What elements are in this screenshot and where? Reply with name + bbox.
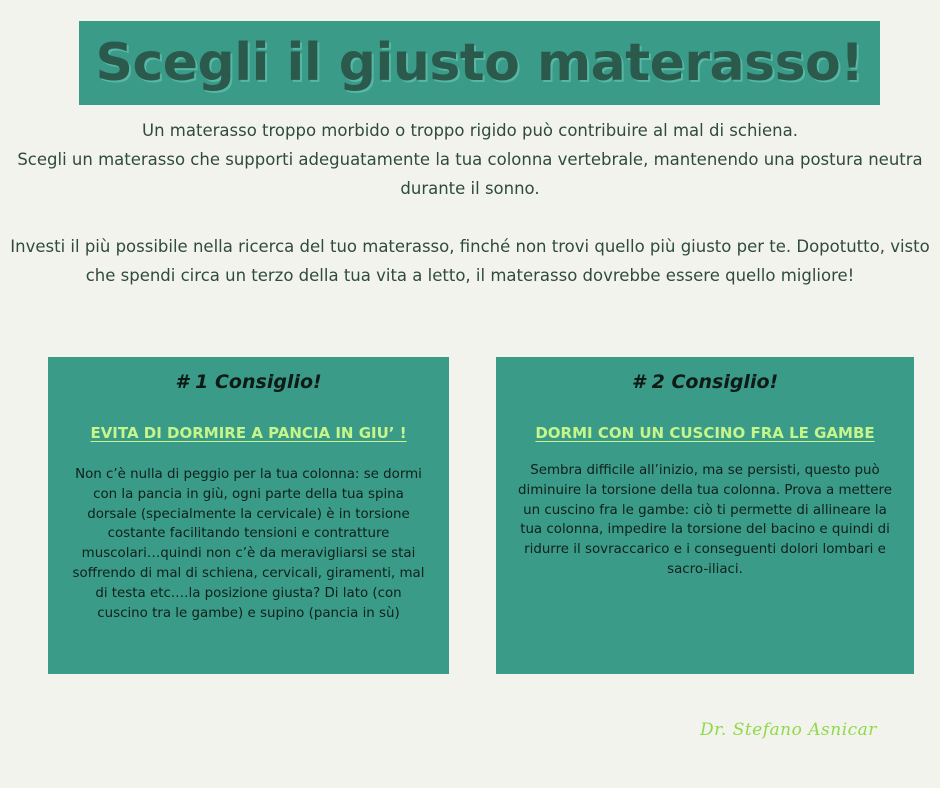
tip-card-1 — [48, 357, 449, 674]
tip-heading: # 2 Consiglio! — [631, 371, 779, 393]
tip-subtitle: EVITA DI DORMIRE A PANCIA IN GIU’ ! — [90, 424, 407, 442]
tip-body: Non c’è nulla di peggio per la tua colonna: se dormi con la pancia in giù, ogni parte della tua spina dorsale (specialmente la cervicale) è in torsione costante facilitando tensioni e contratture muscolari…quindi non c’è da meravigliarsi se stai soffrendo di mal di schiena, cervicali, giramenti, mal di testa etc.…la posizione giusta? Di lato (con cuscino tra le gambe) e supino (pancia in sù) — [72, 467, 425, 621]
intro-text — [10, 116, 930, 290]
intro-paragraph-2: Investi il più possibile nella ricerca del tuo materasso, finché non trovi quello più giusto per te. Dopotutto, visto che spendi circa un terzo della tua vita a letto, il materasso dovrebbe essere quello migliore! — [10, 237, 930, 285]
tip-body: Sembra difficile all’inizio, ma se persisti, questo può diminuire la torsione della tua colonna. Prova a mettere un cuscino fra le gambe: ciò ti permette di allineare la tua colonna, impedire la torsione del bacino e quindi di ridurre il sovraccarico e i conseguenti dolori lombari e sacro-iliaci. — [518, 463, 892, 577]
title-banner — [79, 21, 880, 105]
tip-card-2 — [496, 357, 914, 674]
intro-paragraph-1 — [10, 116, 930, 203]
author-signature: Dr. Stefano Asnicar — [700, 720, 877, 740]
intro-line-2: Scegli un materasso che supporti adeguatamente la tua colonna vertebrale, mantenendo una postura neutra durante il sonno. — [17, 150, 923, 198]
page-title: Scegli il giusto materasso! — [95, 33, 864, 93]
tip-heading: # 1 Consiglio! — [175, 371, 322, 393]
tip-subtitle: DORMI CON UN CUSCINO FRA LE GAMBE — [535, 424, 875, 442]
intro-line-1: Un materasso troppo morbido o troppo rigido può contribuire al mal di schiena. — [142, 121, 798, 140]
